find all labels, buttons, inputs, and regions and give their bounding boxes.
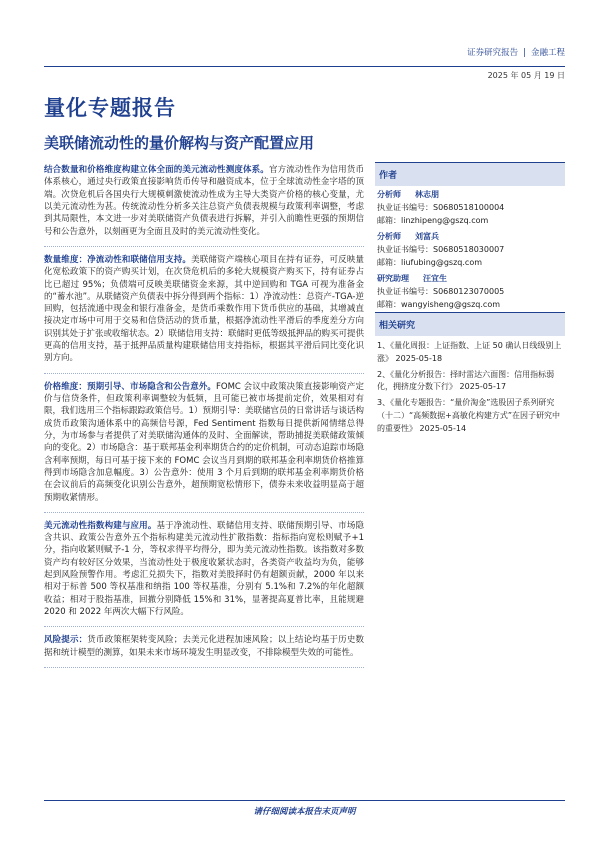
related-heading: 相关研究 xyxy=(375,312,565,336)
analyst-role: 研究助理 xyxy=(377,274,409,283)
report-category xyxy=(467,46,565,58)
section-lead: 数量维度：净流动性和联储信用支持。 xyxy=(44,254,192,265)
related-date: 2025-05-17 xyxy=(459,382,507,392)
related-list xyxy=(375,336,565,436)
analyst-cert: 执业证书编号：S0680123070005 xyxy=(377,287,505,296)
section-quantity xyxy=(44,252,364,374)
analyst-block xyxy=(375,186,565,228)
header-separator: | xyxy=(523,48,526,58)
analyst-email[interactable]: 邮箱：linzhipeng@gszq.com xyxy=(377,216,489,225)
related-item[interactable] xyxy=(377,340,563,366)
section-price xyxy=(44,379,364,513)
report-date: 2025 年 05 月 19 日 xyxy=(487,71,565,80)
analyst-name: 汪宜生 xyxy=(423,274,447,283)
analyst-block xyxy=(375,270,565,312)
header-divider xyxy=(44,66,565,67)
section-lead: 风险提示： xyxy=(44,635,88,646)
analyst-cert: 执业证书编号：S0680518030007 xyxy=(377,245,505,254)
analyst-name: 刘富兵 xyxy=(415,232,439,241)
related-title: 1、《量化周报：上证指数、上证 50 确认日线级别上涨》 xyxy=(377,341,562,363)
report-subtype: 金融工程 xyxy=(530,48,565,58)
main-content xyxy=(44,162,364,673)
section-body: 基于净流动性、联储信用支持、联储预期引导、市场隐含共识、政策公告意外五个指标构建美元流动性扩散指数：指标指向宽松则赋予+1 分，指向收紧则赋予-1 分，等权求得平均得分，即为美元流动性指数。该指数对多数资产均有较好区分效果，当流动性处于极度收紧状态时，各类资产收益均为负，能够起到风险预警作用。考虑汇兑损失下，指数对美股择时仍有超额贡献，2000 年以来相对于标普 500 等权基准和纳指 100 等权基准，分别有 5.1%和 7.2%的年化超额收益；相对于股指基准，回撤分别降低 15%和 31%，显著提高夏普比率，且能规避 2020 和 2022 年两次大幅下行风险。 xyxy=(44,520,364,617)
analyst-role: 分析师 xyxy=(377,232,401,241)
section-body: FOMC 会议中政策决策直接影响资产定价与信贷条件，但政策利率调整较为低频，且可能已被市场提前定价，效果相对有限，我们选用三个指标跟踪政策信号。1）预期引导：美联储官员的日常讲话与谈话构成货币政策沟通体系中的高频信号源，Fed Sentiment 指数每日提供新闻情绪总得分，为市场参与者提供了对美联储沟通体的及时、全面解读，帮助捕捉美联储政策倾向的变化。2）市场隐含：基于联邦基金利率期货合约的定价机制，可动态追踪市场隐含利率预期，每日可基于接下来的 FOMC 会议当月到期的联邦基金利率期货价格推算得到市场隐含加息幅度。3）公告意外：使用 3 个月后到期的联邦基金利率期货价格在会议前后的高频变化识别公告意外，超预期宽松情形下，债券未来收益明显高于超预期收紧情形。 xyxy=(44,381,364,503)
section-overview xyxy=(44,162,364,247)
analyst-block xyxy=(375,228,565,270)
section-body: 货币政策框架转变风险；去美元化进程加速风险；以上结论均基于历史数据和统计模型的测算，如果未来市场环境发生明显改变，不排除模型失效的可能性。 xyxy=(44,635,364,658)
section-lead: 美元流动性指数构建与应用。 xyxy=(44,520,157,531)
section-lead: 结合数量和价格维度构建立体全面的美元流动性测度体系。 xyxy=(44,165,269,175)
analyst-role: 分析师 xyxy=(377,190,401,199)
related-date: 2025-05-18 xyxy=(395,353,443,363)
related-title: 2、《量化分析报告：择时雷达六面图：信用指标弱化，拥挤度分数下行》 xyxy=(377,369,555,392)
section-risk xyxy=(44,632,364,668)
sidebar xyxy=(375,162,565,439)
section-body: 官方流动性作为信用货币体系核心，通过央行政策直接影响货币传导和融资成本，位于全球流动性金字塔的顶端。次贷危机后各国央行大规模刺激使流动性成为主导大类资产价格的核心变量，尤以美元流动性为甚。传统流动性分析多关注总资产负债表规模与政策利率调整，考虑到其局限性，本文进一步对美联储资产负债表进行拆解，并引入前瞻性更强的预期信号和公告意外，以刻画更为全面且及时的美元流动性变化。 xyxy=(44,165,364,237)
doc-subtitle: 美联储流动性的量价解构与资产配置应用 xyxy=(44,134,315,152)
section-lead: 价格维度：预期引导、市场隐含和公告意外。 xyxy=(44,381,217,392)
authors-heading: 作者 xyxy=(375,162,565,186)
related-title: 3、《量化专题报告：“量价淘金”选股因子系列研究（十二）“高频数据+高敏化构建方式”在因子研究中的重要性》 xyxy=(377,398,560,433)
related-item[interactable] xyxy=(377,369,563,395)
related-item[interactable] xyxy=(377,397,563,435)
footer-disclaimer: 请仔细阅读本报告末页声明 xyxy=(44,800,565,817)
section-body: 美联储资产端核心项目在持有证券，可反映量化宽松政策下的资产购买计划，在次贷危机后的多轮大规模资产购买下，持有证券占比已超过 95%；负债端可反映美联储资金来源，其中逆回购和 TGA 可视为准备金的“蓄水池”。从联储资产负债表中拆分得到两个指标：1）净流动性：总资产-TGA-逆回购，包括流通中现金和银行准备金，是货币乘数作用下货币供应的基础，其增减直接决定市场中可用于交易和信贷活动的货币量，根据净流动性平滑后的季度差分方向识别其处于扩张或收缩状态。2）联储信用支持：联储时更低等级抵押品的购买可提供更高的信用支持，基于抵押品质量构建联储信用支持指标，根据其平滑后同比变化识别方向。 xyxy=(44,254,364,364)
analyst-cert: 执业证书编号：S0680518100004 xyxy=(377,203,505,212)
report-type: 证券研究报告 xyxy=(467,48,519,58)
related-date: 2025-05-14 xyxy=(419,423,467,433)
analyst-email[interactable]: 邮箱：liufubing@gszq.com xyxy=(377,258,483,267)
section-index xyxy=(44,518,364,628)
analyst-email[interactable]: 邮箱：wangyisheng@gszq.com xyxy=(377,300,501,309)
doc-title: 量化专题报告 xyxy=(44,96,176,120)
analyst-name: 林志朋 xyxy=(415,190,439,199)
